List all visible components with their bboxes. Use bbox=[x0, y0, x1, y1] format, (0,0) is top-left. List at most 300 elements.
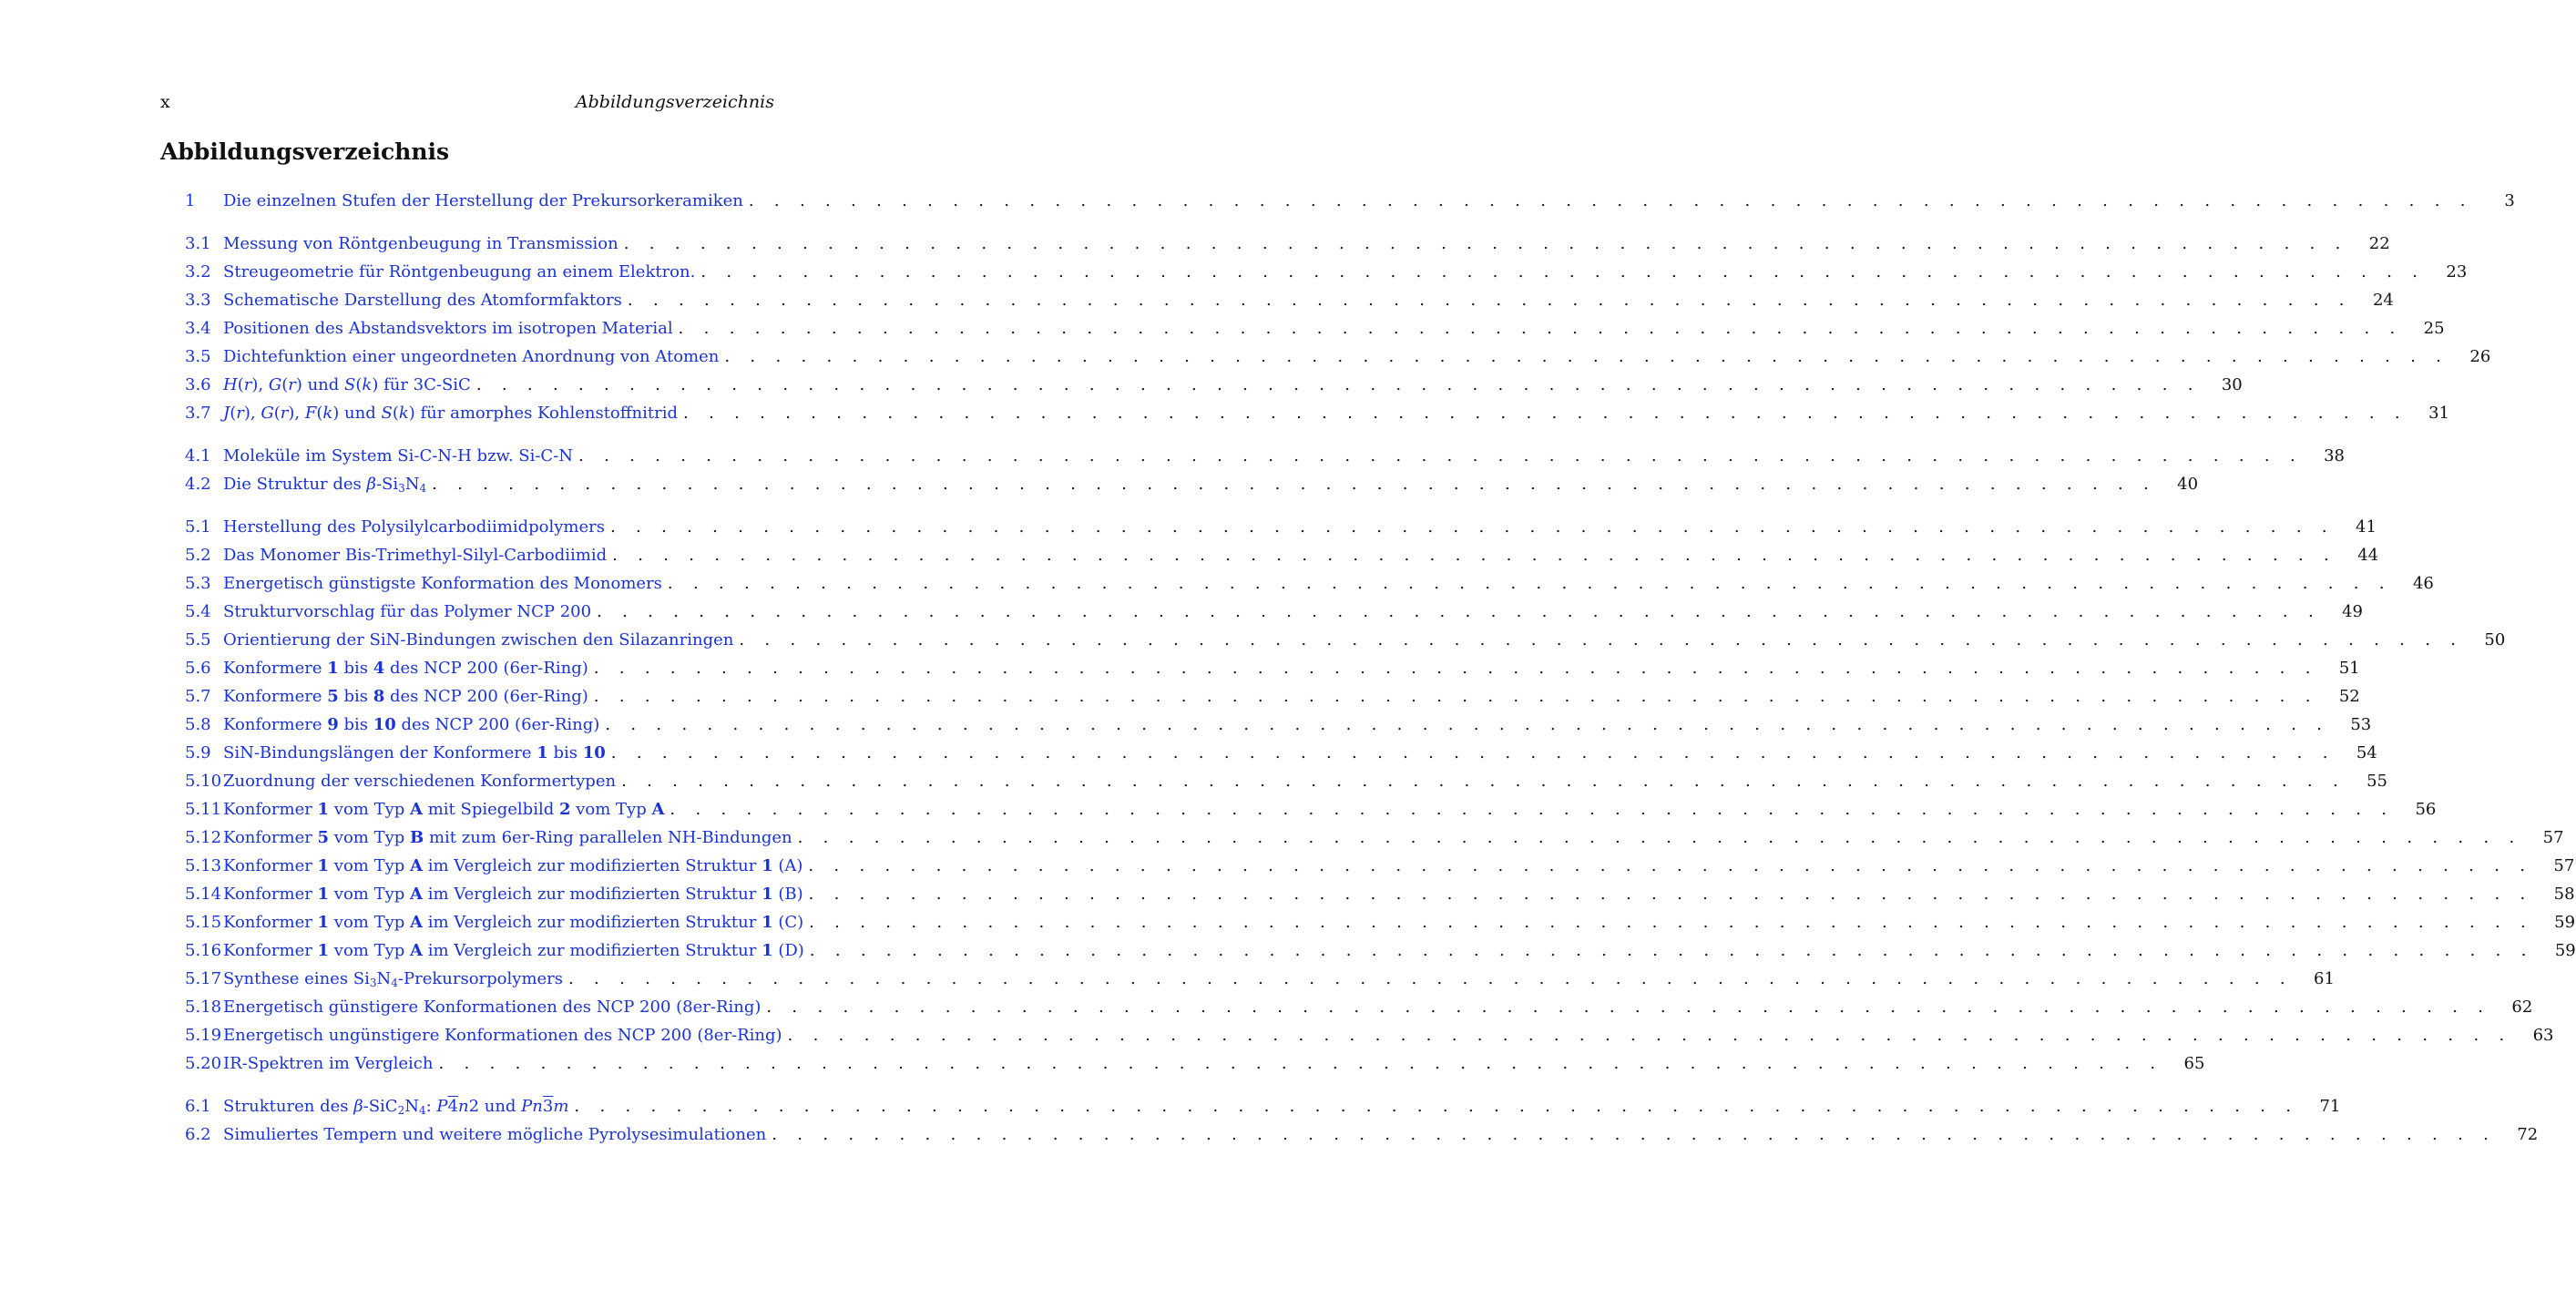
figure-entry-link[interactable] bbox=[185, 286, 2394, 314]
figure-number: 5.3 bbox=[185, 574, 211, 593]
figure-page-number: 3 bbox=[2504, 191, 2515, 210]
figure-page-number: 63 bbox=[2532, 1026, 2554, 1045]
figure-number: 3.1 bbox=[185, 234, 211, 253]
dot-leader: . . . . . . . . . . . . . . . . . . . . . . . . . . . . . . . . . . . . . . . . . . . . . . . . . . . . . . . . . . . . . . . . . . . . bbox=[605, 715, 2330, 734]
caption-fragment: β bbox=[366, 475, 376, 494]
caption-fragment: 9 bbox=[327, 715, 339, 734]
figure-number: 5.14 bbox=[185, 885, 222, 904]
caption-fragment: im Vergleich zur modifizierten Struktur bbox=[422, 885, 762, 904]
dot-leader: . . . . . . . . . . . . . . . . . . . . . . . . . . . . . . . . . . . . . . . . . . . . . . . . . . . . . . . . . . . . . . . . . . . . bbox=[808, 885, 2533, 904]
figure-caption bbox=[223, 470, 426, 498]
figure-number: 5.5 bbox=[185, 630, 211, 650]
figure-entry-link[interactable] bbox=[185, 908, 2576, 936]
figure-number: 5.12 bbox=[185, 828, 222, 847]
caption-fragment: 2 bbox=[397, 1104, 405, 1117]
caption-fragment: 4 bbox=[447, 1097, 458, 1116]
caption-fragment: Energetisch ungünstigere Konformationen des NCP 200 (8er-Ring) bbox=[223, 1026, 782, 1045]
figure-caption bbox=[223, 1021, 782, 1049]
caption-fragment: des NCP 200 (6er-Ring) bbox=[395, 715, 600, 734]
figure-caption bbox=[223, 739, 606, 767]
figure-entry-row bbox=[223, 1021, 2554, 1049]
figure-number: 5.11 bbox=[185, 800, 222, 819]
figure-caption bbox=[223, 513, 605, 541]
figure-entry-row bbox=[223, 824, 2564, 852]
figure-entry-row bbox=[223, 880, 2575, 908]
figure-page-number: 49 bbox=[2342, 602, 2363, 621]
dot-leader: . . . . . . . . . . . . . . . . . . . . . . . . . . . . . . . . . . . . . . . . . . . . . . . . . . . . . . . . . . . . . . . . . . . . bbox=[609, 517, 2335, 537]
caption-fragment: Positionen des Abstandsvektors im isotropen Material bbox=[223, 319, 673, 338]
caption-fragment: Das Monomer Bis-Trimethyl-Silyl-Carbodiimid bbox=[223, 546, 608, 565]
figure-caption bbox=[223, 767, 616, 795]
caption-fragment: r bbox=[243, 375, 252, 394]
figure-number: 6.2 bbox=[185, 1125, 211, 1144]
caption-fragment: 10 bbox=[582, 743, 606, 762]
figure-caption bbox=[223, 824, 792, 852]
dot-leader: . . . . . . . . . . . . . . . . . . . . . . . . . . . . . . . . . . . . . . . . . . . . . . . . . . . . . . . . . . . . . . . . . . . . bbox=[809, 941, 2534, 960]
figure-caption bbox=[223, 965, 563, 993]
figure-page-number: 25 bbox=[2423, 319, 2445, 338]
caption-fragment: 1 bbox=[317, 800, 330, 819]
caption-fragment: 4 bbox=[419, 482, 427, 495]
figure-entry-link[interactable] bbox=[185, 314, 2445, 343]
caption-fragment: Dichtefunktion einer ungeordneten Anordnung von Atomen bbox=[223, 347, 720, 366]
caption-fragment: (D) bbox=[772, 941, 804, 960]
caption-fragment: Konformer bbox=[223, 828, 318, 847]
caption-fragment: ( bbox=[237, 375, 244, 394]
figure-caption bbox=[223, 626, 733, 654]
caption-fragment: 1 bbox=[317, 885, 330, 904]
figure-entry-link[interactable] bbox=[185, 470, 2199, 498]
caption-fragment: IR-Spektren im Vergleich bbox=[223, 1054, 434, 1073]
caption-fragment: 2 und bbox=[468, 1097, 522, 1116]
dot-leader: . . . . . . . . . . . . . . . . . . . . . . . . . . . . . . . . . . . . . . . . . . . . . . . . . . . . . . . . . . . . . . . . . . . . bbox=[678, 319, 2403, 338]
figure-number: 3.3 bbox=[185, 291, 211, 310]
caption-fragment: 8 bbox=[373, 687, 385, 706]
figure-entry-link[interactable] bbox=[185, 1049, 2205, 1078]
running-header: Abbildungsverzeichnis bbox=[575, 92, 774, 112]
caption-fragment: vom Typ bbox=[570, 800, 652, 819]
figure-entry-link[interactable] bbox=[185, 569, 2434, 598]
dot-leader: . . . . . . . . . . . . . . . . . . . . . . . . . . . . . . . . . . . . . . . . . . . . . . . . . . . . . . . . . . . . . . . . . . . . bbox=[623, 234, 2348, 253]
figure-caption bbox=[223, 880, 803, 908]
figure-number: 5.2 bbox=[185, 546, 211, 565]
caption-fragment: Konformere bbox=[223, 659, 328, 678]
caption-fragment: vom Typ bbox=[329, 828, 411, 847]
figure-number: 5.1 bbox=[185, 517, 211, 537]
figure-number: 5.4 bbox=[185, 602, 211, 621]
caption-fragment: Streugeometrie für Röntgenbeugung an einem Elektron. bbox=[223, 262, 696, 281]
figure-page-number: 57 bbox=[2542, 828, 2564, 847]
figure-page-number: 22 bbox=[2368, 234, 2390, 253]
caption-fragment: bis bbox=[338, 715, 373, 734]
caption-fragment: ) für amorphes Kohlenstoffnitrid bbox=[408, 404, 679, 423]
figure-page-number: 50 bbox=[2484, 630, 2506, 650]
caption-fragment: mit zum 6er-Ring parallelen NH-Bindungen bbox=[424, 828, 792, 847]
caption-fragment: 3 bbox=[542, 1097, 554, 1116]
figure-number: 5.6 bbox=[185, 659, 211, 678]
figure-page-number: 53 bbox=[2350, 715, 2372, 734]
caption-fragment: Die Struktur des bbox=[223, 475, 367, 494]
dot-leader: . . . . . . . . . . . . . . . . . . . . . . . . . . . . . . . . . . . . . . . . . . . . . . . . . . . . . . . . . . . . . . . . . . . . bbox=[766, 997, 2491, 1017]
figure-caption bbox=[223, 343, 719, 371]
dot-leader: . . . . . . . . . . . . . . . . . . . . . . . . . . . . . . . . . . . . . . . . . . . . . . . . . . . . . . . . . . . . . . . . . . . . bbox=[610, 743, 2336, 762]
figure-entry-link[interactable] bbox=[185, 682, 2360, 711]
list-of-figures bbox=[185, 187, 2576, 1163]
caption-fragment: des NCP 200 (6er-Ring) bbox=[384, 687, 588, 706]
figure-number: 1 bbox=[185, 191, 196, 210]
caption-fragment: 1 bbox=[762, 856, 773, 875]
caption-fragment: Herstellung des Polysilylcarbodiimidpolymers bbox=[223, 517, 605, 537]
figure-number: 3.6 bbox=[185, 375, 211, 394]
caption-fragment: Konformer bbox=[223, 856, 318, 875]
caption-fragment: bis bbox=[338, 659, 373, 678]
caption-fragment: A bbox=[651, 800, 665, 819]
dot-leader: . . . . . . . . . . . . . . . . . . . . . . . . . . . . . . . . . . . . . . . . . . . . . . . . . . . . . . . . . . . . . . . . . . . . bbox=[739, 630, 2464, 650]
caption-fragment: k bbox=[322, 404, 333, 423]
figure-number: 5.18 bbox=[185, 997, 222, 1017]
dot-leader: . . . . . . . . . . . . . . . . . . . . . . . . . . . . . . . . . . . . . . . . . . . . . . . . . . . . . . . . . . . . . . . . . . . . bbox=[748, 191, 2473, 210]
caption-fragment: ( bbox=[281, 375, 289, 394]
figure-entry-link[interactable] bbox=[185, 343, 2491, 371]
caption-fragment: -SiC bbox=[363, 1097, 398, 1116]
caption-fragment: 1 bbox=[327, 659, 339, 678]
caption-fragment: A bbox=[410, 941, 423, 960]
figure-entry-link[interactable] bbox=[185, 371, 2243, 399]
dot-leader: . . . . . . . . . . . . . . . . . . . . . . . . . . . . . . . . . . . . . . . . . . . . . . . . . . . . . . . . . . . . . . . . . . . . bbox=[667, 574, 2392, 593]
figure-entry-link[interactable] bbox=[185, 230, 2390, 258]
figure-caption bbox=[223, 399, 678, 427]
figure-number: 4.2 bbox=[185, 475, 211, 494]
dot-leader: . . . . . . . . . . . . . . . . . . . . . . . . . . . . . . . . . . . . . . . . . . . . . . . . . . . . . . . . . . . . . . . . . . . . bbox=[724, 347, 2449, 366]
caption-fragment: ) und bbox=[295, 375, 345, 394]
caption-fragment: SiN-Bindungslängen der Konformere bbox=[223, 743, 537, 762]
caption-fragment: Moleküle im System Si-C-N-H bzw. Si-C-N bbox=[223, 446, 574, 465]
figure-page-number: 62 bbox=[2511, 997, 2533, 1017]
caption-fragment: B bbox=[410, 828, 424, 847]
figure-caption bbox=[223, 286, 622, 314]
figure-entry-link[interactable] bbox=[185, 711, 2372, 739]
caption-fragment: Energetisch günstigere Konformationen des NCP 200 (8er-Ring) bbox=[223, 997, 762, 1017]
dot-leader: . . . . . . . . . . . . . . . . . . . . . . . . . . . . . . . . . . . . . . . . . . . . . . . . . . . . . . . . . . . . . . . . . . . . bbox=[578, 446, 2303, 465]
figure-entry-row bbox=[223, 598, 2363, 626]
dot-leader: . . . . . . . . . . . . . . . . . . . . . . . . . . . . . . . . . . . . . . . . . . . . . . . . . . . . . . . . . . . . . . . . . . . . bbox=[700, 262, 2426, 281]
caption-fragment: im Vergleich zur modifizierten Struktur bbox=[422, 941, 762, 960]
caption-fragment: m bbox=[553, 1097, 569, 1116]
figure-entry-row bbox=[223, 936, 2576, 965]
dot-leader: . . . . . . . . . . . . . . . . . . . . . . . . . . . . . . . . . . . . . . . . . . . . . . . . . . . . . . . . . . . . . . . . . . . . bbox=[597, 602, 2321, 621]
dot-leader: . . . . . . . . . . . . . . . . . . . . . . . . . . . . . . . . . . . . . . . . . . . . . . . . . . . . . . . . . . . . . . . . . . . . bbox=[627, 291, 2352, 310]
caption-fragment: Strukturen des bbox=[223, 1097, 354, 1116]
caption-fragment: 5 bbox=[317, 828, 330, 847]
figure-page-number: 72 bbox=[2517, 1125, 2539, 1144]
figure-page-number: 57 bbox=[2553, 856, 2575, 875]
caption-fragment: Konformer bbox=[223, 800, 318, 819]
dot-leader: . . . . . . . . . . . . . . . . . . . . . . . . . . . . . . . . . . . . . . . . . . . . . . . . . . . . . . . . . . . . . . . . . . . . bbox=[438, 1054, 2163, 1073]
figure-number: 3.4 bbox=[185, 319, 211, 338]
figure-entry-row bbox=[223, 314, 2445, 343]
caption-fragment: S bbox=[381, 404, 393, 423]
figure-entry-row bbox=[223, 908, 2576, 936]
figure-entry-row bbox=[223, 470, 2199, 498]
figure-caption bbox=[223, 654, 588, 682]
dot-leader: . . . . . . . . . . . . . . . . . . . . . . . . . . . . . . . . . . . . . . . . . . . . . . . . . . . . . . . . . . . . . . . . . . . . bbox=[432, 475, 2157, 494]
dot-leader: . . . . . . . . . . . . . . . . . . . . . . . . . . . . . . . . . . . . . . . . . . . . . . . . . . . . . . . . . . . . . . . . . . . . bbox=[808, 856, 2533, 875]
caption-fragment: G bbox=[268, 375, 282, 394]
figure-number: 5.15 bbox=[185, 913, 222, 932]
caption-fragment: vom Typ bbox=[329, 800, 411, 819]
caption-fragment: F bbox=[304, 404, 317, 423]
figure-entry-link[interactable] bbox=[185, 626, 2506, 654]
caption-fragment: 1 bbox=[762, 913, 773, 932]
figure-page-number: 23 bbox=[2446, 262, 2468, 281]
caption-fragment: Messung von Röntgenbeugung in Transmission bbox=[223, 234, 618, 253]
dot-leader: . . . . . . . . . . . . . . . . . . . . . . . . . . . . . . . . . . . . . . . . . . . . . . . . . . . . . . . . . . . . . . . . . . . . bbox=[670, 800, 2395, 819]
figure-page-number: 24 bbox=[2372, 291, 2394, 310]
caption-fragment: ( bbox=[392, 404, 399, 423]
caption-fragment: im Vergleich zur modifizierten Struktur bbox=[422, 913, 762, 932]
figure-entry-row bbox=[223, 965, 2335, 993]
dot-leader: . . . . . . . . . . . . . . . . . . . . . . . . . . . . . . . . . . . . . . . . . . . . . . . . . . . . . . . . . . . . . . . . . . . . bbox=[475, 375, 2201, 394]
figure-page-number: 65 bbox=[2183, 1054, 2205, 1073]
figure-caption bbox=[223, 936, 804, 965]
toc-group bbox=[185, 230, 2491, 427]
figure-number: 5.16 bbox=[185, 941, 222, 960]
figure-number: 5.7 bbox=[185, 687, 211, 706]
caption-fragment: -Si bbox=[375, 475, 399, 494]
caption-fragment: 1 bbox=[317, 941, 330, 960]
caption-fragment: 3 bbox=[369, 977, 377, 989]
caption-fragment: 2 bbox=[558, 800, 571, 819]
caption-fragment: r bbox=[280, 404, 289, 423]
figure-entry-row bbox=[223, 187, 2515, 215]
dot-leader: . . . . . . . . . . . . . . . . . . . . . . . . . . . . . . . . . . . . . . . . . . . . . . . . . . . . . . . . . . . . . . . . . . . . bbox=[574, 1097, 2299, 1116]
caption-fragment: k bbox=[398, 404, 409, 423]
figure-page-number: 56 bbox=[2415, 800, 2437, 819]
caption-fragment: vom Typ bbox=[329, 885, 411, 904]
caption-fragment: 4 bbox=[391, 977, 398, 989]
caption-fragment: Konformer bbox=[223, 885, 318, 904]
figure-number: 5.8 bbox=[185, 715, 211, 734]
caption-fragment: ), bbox=[243, 404, 261, 423]
figure-entry-link[interactable] bbox=[185, 795, 2437, 824]
figure-entry-link[interactable] bbox=[185, 1120, 2539, 1149]
figure-caption bbox=[223, 230, 618, 258]
figure-entry-link[interactable] bbox=[185, 399, 2449, 427]
caption-fragment: J bbox=[223, 404, 230, 423]
caption-fragment: Orientierung der SiN-Bindungen zwischen den Silazanringen bbox=[223, 630, 734, 650]
caption-fragment: vom Typ bbox=[329, 941, 411, 960]
figure-caption bbox=[223, 795, 664, 824]
toc-group bbox=[185, 442, 2345, 498]
caption-fragment: 4 bbox=[418, 1104, 426, 1117]
figure-entry-row bbox=[223, 371, 2243, 399]
caption-fragment: A bbox=[410, 800, 423, 819]
toc-group bbox=[185, 1092, 2539, 1149]
figure-entry-link[interactable] bbox=[185, 654, 2360, 682]
figure-entry-row bbox=[223, 1120, 2539, 1149]
figure-page-number: 58 bbox=[2553, 885, 2575, 904]
figure-entry-link[interactable] bbox=[185, 824, 2564, 852]
dot-leader: . . . . . . . . . . . . . . . . . . . . . . . . . . . . . . . . . . . . . . . . . . . . . . . . . . . . . . . . . . . . . . . . . . . . bbox=[787, 1026, 2512, 1045]
caption-fragment: des NCP 200 (6er-Ring) bbox=[384, 659, 588, 678]
figure-entry-row bbox=[223, 569, 2434, 598]
figure-page-number: 54 bbox=[2356, 743, 2377, 762]
caption-fragment: N bbox=[404, 1097, 419, 1116]
caption-fragment: P bbox=[436, 1097, 448, 1116]
figure-caption bbox=[223, 258, 695, 286]
figure-page-number: 52 bbox=[2338, 687, 2360, 706]
figure-entry-link[interactable] bbox=[185, 442, 2345, 470]
figure-page-number: 59 bbox=[2554, 941, 2576, 960]
figure-page-number: 31 bbox=[2428, 404, 2449, 423]
figure-page-number: 51 bbox=[2338, 659, 2360, 678]
caption-fragment: ) für 3C-SiC bbox=[372, 375, 471, 394]
caption-fragment: r bbox=[236, 404, 244, 423]
caption-fragment: 3 bbox=[398, 482, 405, 495]
caption-fragment: vom Typ bbox=[329, 913, 411, 932]
caption-fragment: Simuliertes Tempern und weitere mögliche Pyrolysesimulationen bbox=[223, 1125, 767, 1144]
figure-entry-row bbox=[223, 1092, 2341, 1120]
figure-page-number: 46 bbox=[2412, 574, 2434, 593]
caption-fragment: N bbox=[376, 969, 392, 988]
caption-fragment: mit Spiegelbild bbox=[422, 800, 559, 819]
figure-page-number: 55 bbox=[2366, 772, 2387, 791]
caption-fragment: Schematische Darstellung des Atomformfaktors bbox=[223, 291, 622, 310]
caption-fragment: A bbox=[410, 913, 423, 932]
figure-entry-row bbox=[223, 541, 2379, 569]
caption-fragment: ( bbox=[355, 375, 363, 394]
caption-fragment: 1 bbox=[537, 743, 548, 762]
caption-fragment: 1 bbox=[762, 885, 773, 904]
figure-caption bbox=[223, 541, 607, 569]
caption-fragment: 1 bbox=[317, 856, 330, 875]
caption-fragment: -Prekursorpolymers bbox=[397, 969, 564, 988]
figure-number: 3.5 bbox=[185, 347, 211, 366]
figure-number: 5.20 bbox=[185, 1054, 222, 1073]
figure-page-number: 41 bbox=[2356, 517, 2377, 537]
figure-caption bbox=[223, 187, 743, 215]
figure-number: 4.1 bbox=[185, 446, 211, 465]
caption-fragment: im Vergleich zur modifizierten Struktur bbox=[422, 856, 762, 875]
dot-leader: . . . . . . . . . . . . . . . . . . . . . . . . . . . . . . . . . . . . . . . . . . . . . . . . . . . . . . . . . . . . . . . . . . . . bbox=[593, 659, 2318, 678]
figure-entry-link[interactable] bbox=[185, 1021, 2554, 1049]
figure-page-number: 44 bbox=[2357, 546, 2379, 565]
caption-fragment: ), bbox=[251, 375, 269, 394]
figure-number: 3.2 bbox=[185, 262, 211, 281]
figure-caption bbox=[223, 682, 588, 711]
figure-entry-row bbox=[223, 286, 2394, 314]
caption-fragment: Konformer bbox=[223, 941, 318, 960]
dot-leader: . . . . . . . . . . . . . . . . . . . . . . . . . . . . . . . . . . . . . . . . . . . . . . . . . . . . . . . . . . . . . . . . . . . . bbox=[568, 969, 2293, 988]
caption-fragment: 1 bbox=[317, 913, 330, 932]
caption-fragment: 4 bbox=[373, 659, 385, 678]
caption-fragment: bis bbox=[547, 743, 583, 762]
figure-entry-link[interactable] bbox=[185, 258, 2468, 286]
toc-group bbox=[185, 187, 2515, 215]
figure-entry-link[interactable] bbox=[185, 598, 2363, 626]
caption-fragment: (A) bbox=[772, 856, 803, 875]
dot-leader: . . . . . . . . . . . . . . . . . . . . . . . . . . . . . . . . . . . . . . . . . . . . . . . . . . . . . . . . . . . . . . . . . . . . bbox=[621, 772, 2346, 791]
dot-leader: . . . . . . . . . . . . . . . . . . . . . . . . . . . . . . . . . . . . . . . . . . . . . . . . . . . . . . . . . . . . . . . . . . . . bbox=[772, 1125, 2497, 1144]
figure-entry-row bbox=[223, 767, 2387, 795]
figure-entry-row bbox=[223, 852, 2575, 880]
figure-entry-link[interactable] bbox=[185, 936, 2576, 965]
figure-caption bbox=[223, 852, 802, 880]
figure-entry-link[interactable] bbox=[185, 541, 2379, 569]
figure-entry-link[interactable] bbox=[185, 993, 2533, 1021]
dot-leader: . . . . . . . . . . . . . . . . . . . . . . . . . . . . . . . . . . . . . . . . . . . . . . . . . . . . . . . . . . . . . . . . . . . . bbox=[797, 828, 2522, 847]
dot-leader: . . . . . . . . . . . . . . . . . . . . . . . . . . . . . . . . . . . . . . . . . . . . . . . . . . . . . . . . . . . . . . . . . . . . bbox=[809, 913, 2534, 932]
figure-entry-row bbox=[223, 795, 2437, 824]
caption-fragment: Die einzelnen Stufen der Herstellung der Prekursorkeramiken bbox=[223, 191, 743, 210]
figure-number: 5.17 bbox=[185, 969, 222, 988]
figure-entry-link[interactable] bbox=[185, 187, 2515, 215]
figure-entry-row bbox=[223, 1049, 2205, 1078]
dot-leader: . . . . . . . . . . . . . . . . . . . . . . . . . . . . . . . . . . . . . . . . . . . . . . . . . . . . . . . . . . . . . . . . . . . . bbox=[593, 687, 2318, 706]
figure-number: 3.7 bbox=[185, 404, 211, 423]
figure-number: 5.13 bbox=[185, 856, 222, 875]
figure-entry-link[interactable] bbox=[185, 513, 2377, 541]
figure-entry-link[interactable] bbox=[185, 880, 2575, 908]
caption-fragment: Energetisch günstigste Konformation des Monomers bbox=[223, 574, 662, 593]
figure-entry-row bbox=[223, 739, 2377, 767]
caption-fragment: A bbox=[410, 885, 423, 904]
caption-fragment: G bbox=[261, 404, 274, 423]
figure-entry-row bbox=[223, 993, 2533, 1021]
figure-entry-row bbox=[223, 513, 2377, 541]
figure-caption bbox=[223, 598, 591, 626]
figure-entry-row bbox=[223, 711, 2372, 739]
figure-entry-row bbox=[223, 399, 2449, 427]
figure-entry-row bbox=[223, 654, 2360, 682]
figure-entry-row bbox=[223, 230, 2390, 258]
figure-caption bbox=[223, 908, 803, 936]
caption-fragment: k bbox=[362, 375, 373, 394]
figure-entry-row bbox=[223, 343, 2491, 371]
caption-fragment: Konformere bbox=[223, 687, 328, 706]
caption-fragment: N bbox=[404, 475, 420, 494]
caption-fragment: 5 bbox=[327, 687, 339, 706]
figure-caption bbox=[223, 711, 599, 739]
figure-caption bbox=[223, 314, 673, 343]
figure-caption bbox=[223, 569, 662, 598]
caption-fragment: ( bbox=[230, 404, 237, 423]
figure-entry-row bbox=[223, 258, 2468, 286]
caption-fragment: H bbox=[223, 375, 238, 394]
figure-entry-link[interactable] bbox=[185, 852, 2575, 880]
figure-page-number: 40 bbox=[2177, 475, 2199, 494]
caption-fragment: n bbox=[457, 1097, 469, 1116]
figure-number: 5.9 bbox=[185, 743, 211, 762]
caption-fragment: Pn bbox=[521, 1097, 543, 1116]
figure-entry-link[interactable] bbox=[185, 767, 2387, 795]
figure-number: 6.1 bbox=[185, 1097, 211, 1116]
caption-fragment: Strukturvorschlag für das Polymer NCP 200 bbox=[223, 602, 592, 621]
figure-caption bbox=[223, 993, 761, 1021]
figure-entry-link[interactable] bbox=[185, 965, 2335, 993]
figure-entry-link[interactable] bbox=[185, 739, 2377, 767]
figure-page-number: 71 bbox=[2319, 1097, 2341, 1116]
dot-leader: . . . . . . . . . . . . . . . . . . . . . . . . . . . . . . . . . . . . . . . . . . . . . . . . . . . . . . . . . . . . . . . . . . . . bbox=[683, 404, 2407, 423]
caption-fragment: Zuordnung der verschiedenen Konformertypen bbox=[223, 772, 617, 791]
figure-entry-row bbox=[223, 626, 2506, 654]
caption-fragment: ) und bbox=[332, 404, 382, 423]
figure-caption bbox=[223, 1120, 766, 1149]
caption-fragment: Konformer bbox=[223, 913, 318, 932]
figure-entry-link[interactable] bbox=[185, 1092, 2341, 1120]
figure-caption bbox=[223, 442, 573, 470]
figure-page-number: 61 bbox=[2314, 969, 2335, 988]
